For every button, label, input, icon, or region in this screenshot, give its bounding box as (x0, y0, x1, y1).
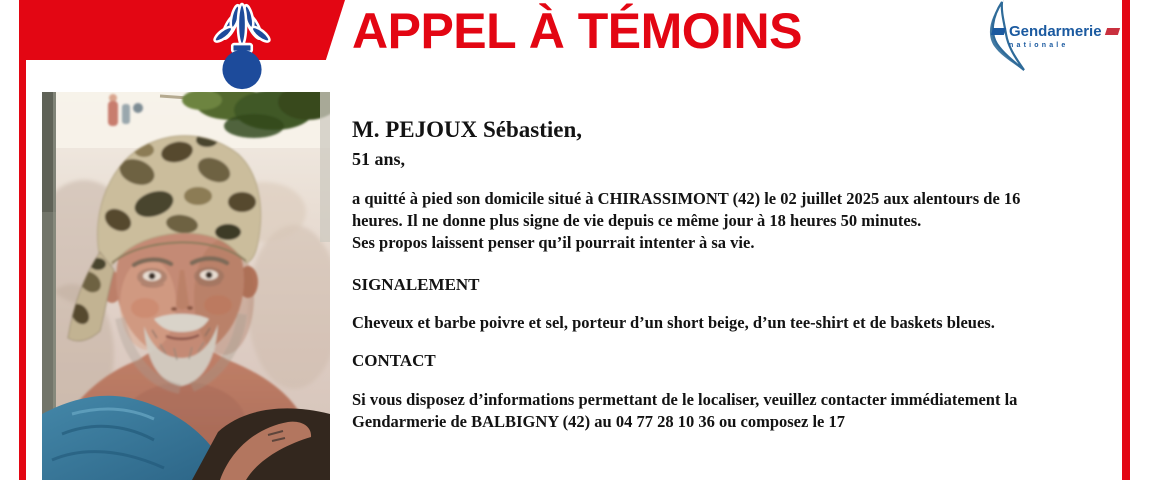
left-border-line (19, 0, 26, 480)
brand-tick-blue-icon (991, 28, 1006, 35)
brand-name: Gendarmerie (1009, 23, 1102, 40)
brand-tick-red-icon (1104, 28, 1119, 35)
contact-heading: CONTACT (352, 351, 436, 370)
contact-line: Gendarmerie de BALBIGNY (42) au 04 77 28 10 36 ou composez le 17 (352, 412, 845, 431)
page-title: APPEL À TÉMOINS (352, 3, 802, 59)
intro-line: a quitté à pied son domicile situé à CHIRASSIMONT (42) le 02 juillet 2025 aux alentours de 16 (352, 189, 1021, 208)
right-border-line (1122, 0, 1130, 480)
person-age: 51 ans, (352, 149, 406, 169)
grenade-flame-icon (212, 0, 272, 94)
missing-person-photo (42, 92, 330, 480)
contact-line: Si vous disposez d’informations permettant de le localiser, veuillez contacter immédiatement la (352, 390, 1018, 409)
signalement-text: Cheveux et barbe poivre et sel, porteur d’un short beige, d’un tee-shirt et de baskets bleues. (352, 313, 995, 332)
person-name: M. PEJOUX Sébastien, (352, 117, 582, 142)
signalement-heading: SIGNALEMENT (352, 275, 480, 294)
banner-ribbon (26, 0, 345, 60)
brand-subname: nationale (1009, 42, 1069, 49)
intro-line: Ses propos laissent penser qu’il pourrait intenter à sa vie. (352, 233, 755, 252)
intro-line: heures. Il ne donne plus signe de vie depuis ce même jour à 18 heures 50 minutes. (352, 211, 922, 230)
brand-logo (980, 0, 1105, 80)
